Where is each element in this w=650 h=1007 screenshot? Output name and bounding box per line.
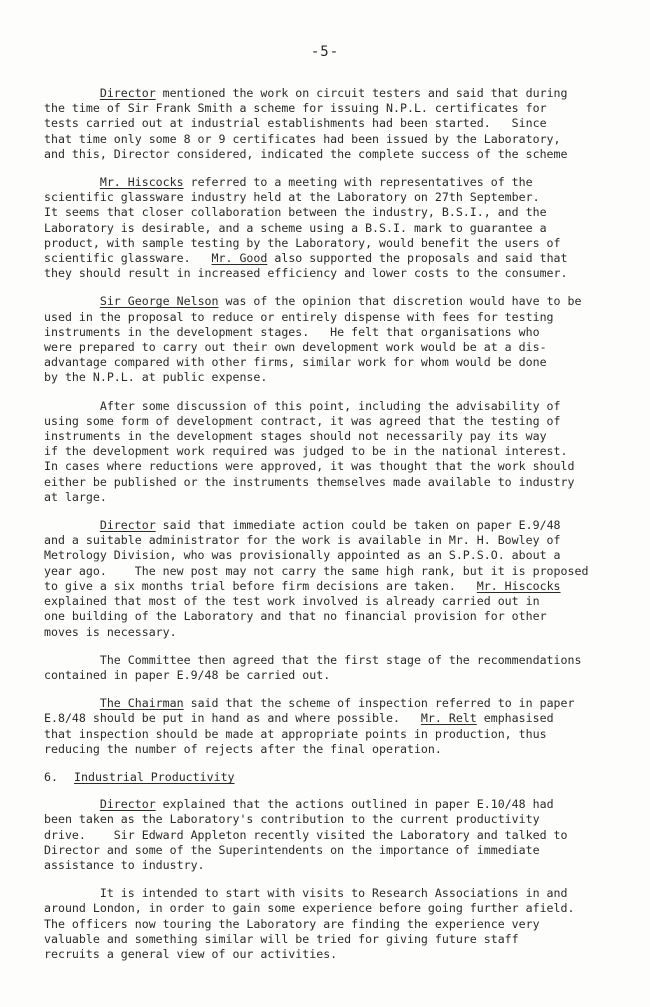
underlined-name: Mr. Hiscocks	[99, 175, 184, 190]
text-line	[44, 947, 626, 962]
text-line	[44, 459, 626, 474]
text-run: used in the proposal to reduce or entirely dispense with fees for testing	[44, 309, 554, 324]
text-run: they should result in increased efficiency and lower costs to the consumer.	[44, 266, 568, 281]
section-number: 6.	[44, 769, 58, 784]
text-line	[44, 340, 626, 355]
text-run: valuable and something similar will be tried for giving future staff	[44, 931, 519, 946]
text-line	[44, 917, 626, 932]
text-run: recruits a general view of our activities.	[44, 946, 338, 961]
text-run: mentioned the work on circuit testers and said that during	[155, 86, 568, 100]
text-run: the time of Sir Frank Smith a scheme for issuing N.P.L. certificates for	[44, 101, 547, 116]
section-heading	[44, 770, 626, 785]
text-run: scientific glassware industry held at the Laboratory on 27th September.	[44, 190, 540, 205]
text-run	[44, 797, 100, 811]
text-run	[44, 86, 100, 100]
text-run	[44, 696, 100, 710]
text-line	[44, 221, 626, 236]
text-run: tests carried out at industrial establishments had been started. Since	[44, 116, 547, 131]
text-line	[44, 533, 626, 548]
text-run: E.8/48 should be put in hand as and where possible.	[44, 711, 421, 726]
text-run: been taken as the Laboratory's contribution to the current productivity	[44, 812, 540, 827]
text-run: moves is necessary.	[44, 624, 177, 639]
text-line	[44, 116, 626, 131]
text-line	[44, 858, 626, 873]
text-line	[44, 266, 626, 281]
text-run	[44, 518, 100, 532]
text-line	[44, 147, 626, 162]
text-run: It seems that closer collaboration between the industry, B.S.I., and the	[44, 205, 547, 220]
text-line	[44, 294, 626, 309]
paragraph	[44, 886, 626, 962]
paragraph	[44, 518, 626, 640]
text-run	[44, 175, 100, 189]
section-title: Industrial Productivity	[74, 769, 235, 784]
text-line	[44, 370, 626, 385]
text-line	[44, 205, 626, 220]
text-line	[44, 490, 626, 505]
text-line	[44, 564, 626, 579]
paragraph	[44, 696, 626, 757]
paragraph	[44, 797, 626, 873]
text-line	[44, 579, 626, 594]
text-line	[44, 696, 626, 711]
text-run: if the development work required was judged to be in the national interest.	[44, 444, 568, 459]
paragraph	[44, 294, 626, 385]
underlined-name: Director	[99, 518, 156, 533]
text-line	[44, 190, 626, 205]
text-run: emphasised	[476, 711, 554, 726]
text-line	[44, 175, 626, 190]
text-run: In cases where reductions were approved, it was thought that the work should	[44, 459, 575, 474]
text-line	[44, 355, 626, 370]
underlined-name: Mr. Good	[211, 251, 268, 266]
text-run: The Committee then agreed that the first stage of the recommendations	[44, 652, 582, 667]
text-line	[44, 901, 626, 916]
text-line	[44, 86, 626, 101]
underlined-name: Mr. Hiscocks	[476, 578, 561, 593]
text-line	[44, 548, 626, 563]
paragraph	[44, 399, 626, 505]
text-line	[44, 843, 626, 858]
text-line	[44, 594, 626, 609]
text-run: that time only some 8 or 9 certificates had been issued by the Laboratory,	[44, 131, 561, 146]
text-run: explained that the actions outlined in paper E.10/48 had	[155, 797, 554, 812]
text-run: The officers now touring the Laboratory are finding the experience very	[44, 916, 540, 931]
text-run: Director and some of the Superintendents on the importance of immediate	[44, 842, 540, 857]
text-line	[44, 653, 626, 668]
text-run: one building of the Laboratory and that no financial provision for other	[44, 609, 547, 624]
text-line	[44, 325, 626, 340]
text-run: were prepared to carry out their own development work would be at a dis-	[44, 340, 547, 355]
text-line	[44, 886, 626, 901]
text-run: contained in paper E.9/48 be carried out.	[44, 667, 331, 682]
text-line	[44, 625, 626, 640]
text-run: and this, Director considered, indicated the complete success of the scheme	[44, 146, 568, 161]
underlined-name: The Chairman	[99, 696, 184, 711]
page-number: -5-	[310, 44, 340, 60]
text-run: also supported the proposals and said that	[267, 251, 568, 266]
text-run: product, with sample testing by the Laboratory, would benefit the users of	[44, 235, 561, 250]
text-run: advantage compared with other firms, similar work for whom would be done	[44, 355, 547, 370]
text-line	[44, 812, 626, 827]
text-run: to give a six months trial before firm decisions are taken.	[44, 578, 477, 593]
paragraph	[44, 86, 626, 162]
text-run: drive. Sir Edward Appleton recently visited the Laboratory and talked to	[44, 827, 568, 842]
text-run: reducing the number of rejects after the final operation.	[44, 741, 442, 756]
text-run: Metrology Division, who was provisionally appointed as an S.P.S.O. about a	[44, 548, 561, 563]
text-line	[44, 310, 626, 325]
text-run: instruments in the development stages. He felt that organisations who	[44, 324, 540, 339]
underlined-name: Director	[99, 86, 156, 100]
text-run: and a suitable administrator for the work is available in Mr. H. Bowley of	[44, 533, 561, 548]
paragraph-group-1	[44, 86, 626, 757]
text-run: at large.	[44, 489, 107, 504]
text-run: around London, in order to gain some experience before going further afield.	[44, 901, 575, 916]
text-line	[44, 518, 626, 533]
text-run: said that immediate action could be taken on paper E.9/48	[155, 518, 561, 533]
paragraph	[44, 653, 626, 683]
text-run: that inspection should be made at appropriate points in production, thus	[44, 726, 547, 741]
text-run: by the N.P.L. at public expense.	[44, 370, 268, 385]
text-line	[44, 609, 626, 624]
text-run: assistance to industry.	[44, 857, 205, 872]
text-run: After some discussion of this point, including the advisability of	[44, 398, 561, 413]
text-line	[44, 727, 626, 742]
text-line	[44, 132, 626, 147]
text-line	[44, 828, 626, 843]
underlined-name: Director	[99, 797, 156, 812]
text-line	[44, 444, 626, 459]
text-run: was of the opinion that discretion would have to be	[218, 294, 582, 309]
text-line	[44, 399, 626, 414]
text-run: It is intended to start with visits to Research Associations in and	[44, 886, 568, 901]
text-line	[44, 742, 626, 757]
text-run: scientific glassware.	[44, 251, 212, 266]
text-run: using some form of development contract, it was agreed that the testing of	[44, 413, 561, 428]
paragraph	[44, 175, 626, 281]
text-line	[44, 251, 626, 266]
text-run: year ago. The new post may not carry the same high rank, but it is proposed	[44, 563, 589, 578]
text-run: Laboratory is desirable, and a scheme using a B.S.I. mark to guarantee a	[44, 220, 547, 235]
text-line	[44, 668, 626, 683]
text-line	[44, 236, 626, 251]
text-line	[44, 797, 626, 812]
text-run: referred to a meeting with representatives of the	[183, 175, 533, 190]
text-line	[44, 414, 626, 429]
text-line	[44, 101, 626, 116]
underlined-name: Sir George Nelson	[99, 294, 219, 309]
text-run: explained that most of the test work involved is already carried out in	[44, 594, 540, 609]
document-body	[44, 86, 626, 975]
paragraph-group-2	[44, 797, 626, 962]
text-line	[44, 932, 626, 947]
text-line	[44, 429, 626, 444]
text-run: either be published or the instruments themselves made available to industry	[44, 474, 575, 489]
text-run	[44, 294, 100, 308]
text-run: said that the scheme of inspection referred to in paper	[183, 696, 575, 711]
underlined-name: Mr. Relt	[420, 711, 477, 726]
text-line	[44, 475, 626, 490]
text-line	[44, 711, 626, 726]
text-run: instruments in the development stages should not necessarily pay its way	[44, 429, 547, 444]
